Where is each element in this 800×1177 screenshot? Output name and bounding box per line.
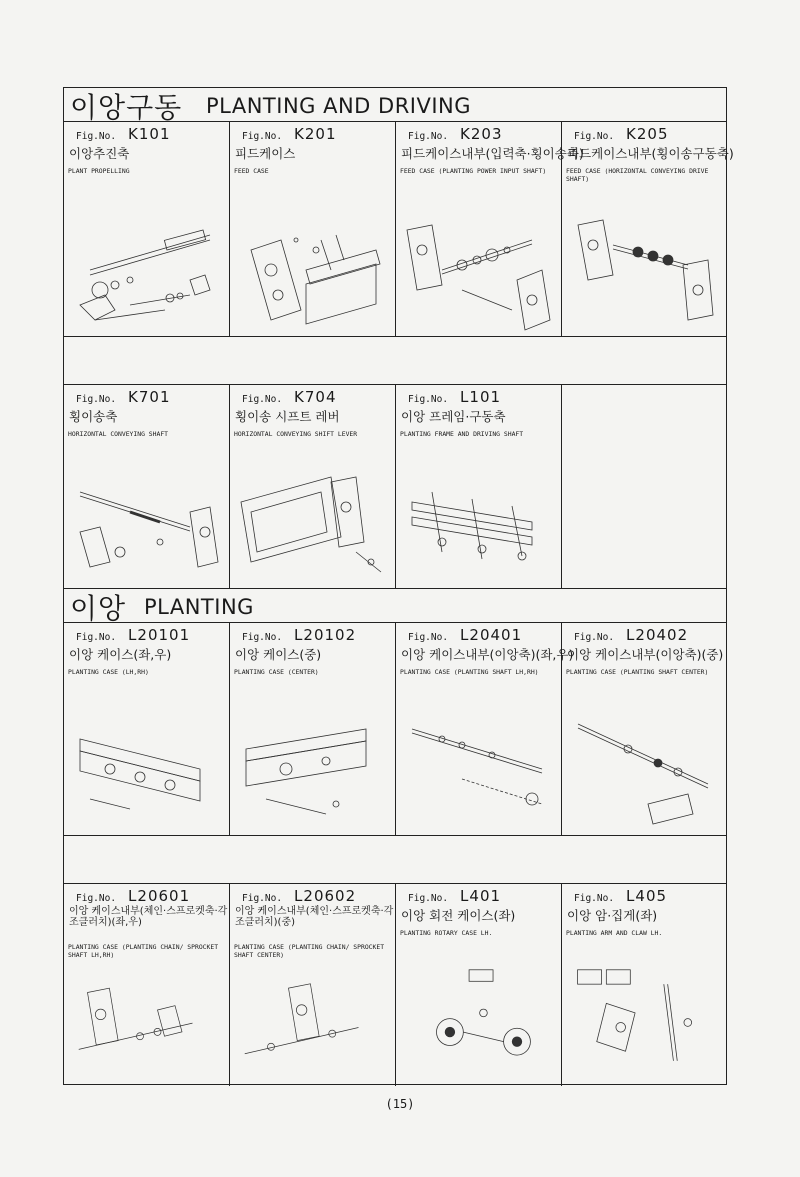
- figure-cell-k205[interactable]: [562, 122, 734, 336]
- figure-title-en: PLANTING CASE (CENTER): [234, 668, 319, 676]
- figure-row-1: [64, 122, 734, 337]
- figure-title-ko: 이앙 암·집게(좌): [567, 908, 658, 923]
- exploded-diagram: [568, 709, 718, 829]
- fig-number: Fig.No. L405: [574, 887, 668, 905]
- figure-cell-l20402[interactable]: [562, 623, 728, 835]
- section-title-en: PLANTING: [144, 595, 254, 619]
- section-title-en: PLANTING AND DRIVING: [206, 94, 472, 118]
- section-title-ko: 이앙: [70, 592, 127, 625]
- exploded-diagram: [70, 709, 220, 829]
- figure-title-ko: 이앙 회전 케이스(좌): [401, 908, 516, 923]
- figure-cell-l401[interactable]: [396, 884, 562, 1086]
- figure-title-ko: 이앙 케이스내부(체인·스프로켓축·각조클러치)(중): [235, 906, 394, 928]
- blank-row: [64, 836, 726, 884]
- figure-title-en: FEED CASE (PLANTING POWER INPUT SHAFT): [400, 167, 547, 175]
- figure-row-2: [64, 385, 726, 589]
- figure-title-en: FEED CASE: [234, 167, 269, 175]
- figure-title-ko: 횡이송 시프트 레버: [235, 409, 340, 424]
- figure-title-ko: 피드케이스: [235, 146, 296, 161]
- fig-number: Fig.No. K701: [76, 388, 171, 406]
- fig-number: Fig.No. L20102: [242, 626, 357, 644]
- figure-title-en: PLANTING CASE (PLANTING CHAIN/ SPROCKET SHAFT CENTER): [234, 943, 385, 959]
- figure-cell-l20401[interactable]: [396, 623, 574, 835]
- figure-title-en: PLANTING FRAME AND DRIVING SHAFT: [400, 430, 524, 438]
- figure-title-ko: 이앙 케이스내부(이앙축)(좌,우): [401, 647, 574, 662]
- figure-title-ko: 이앙추진축: [69, 146, 130, 161]
- exploded-diagram: [236, 975, 367, 1080]
- figure-title-en: PLANTING CASE (PLANTING SHAFT CENTER): [566, 668, 709, 676]
- section-title-planting: [64, 589, 726, 623]
- fig-number: Fig.No. K203: [408, 125, 503, 143]
- figure-cell-k101[interactable]: [64, 122, 230, 336]
- figure-cell-k704[interactable]: [230, 385, 396, 588]
- fig-number: Fig.No. L20601: [76, 887, 191, 905]
- fig-number: Fig.No. K101: [76, 125, 171, 143]
- figure-cell-k201[interactable]: [230, 122, 396, 336]
- figure-title-en: PLANTING CASE (PLANTING CHAIN/ SPROCKET SHAFT LH,RH): [68, 943, 219, 959]
- figure-cell-l20102[interactable]: [230, 623, 396, 835]
- figure-cell-empty: [562, 385, 728, 588]
- exploded-diagram: [70, 975, 201, 1080]
- catalog-page: [63, 87, 734, 1085]
- figure-title-ko: 피드케이스내부(입력축·횡이송축): [401, 146, 584, 161]
- fig-number: Fig.No. L20101: [76, 626, 191, 644]
- figure-title-ko: 이앙 프레임·구동축: [401, 409, 506, 424]
- exploded-diagram: [236, 462, 386, 582]
- figure-cell-l405[interactable]: [562, 884, 728, 1086]
- fig-number: Fig.No. L20401: [408, 626, 523, 644]
- exploded-diagram: [70, 210, 220, 330]
- fig-number: Fig.No. L101: [408, 388, 502, 406]
- exploded-diagram: [568, 965, 712, 1080]
- figure-row-4: [64, 884, 726, 1086]
- exploded-diagram: [236, 210, 386, 330]
- figure-title-en: HORIZONTAL CONVEYING SHIFT LEVER: [234, 430, 358, 438]
- exploded-diagram: [236, 709, 386, 829]
- figure-title-ko: 이앙 케이스내부(체인·스프로켓축·각조클러치)(좌,우): [69, 906, 228, 928]
- blank-row: [64, 337, 726, 385]
- figure-title-ko: 피드케이스내부(횡이송구동축): [567, 146, 734, 161]
- figure-title-ko: 이앙 케이스내부(이앙축)(중): [567, 647, 724, 662]
- figure-title-en: PLANTING CASE (PLANTING SHAFT LH,RH): [400, 668, 539, 676]
- fig-number: Fig.No. K205: [574, 125, 669, 143]
- exploded-diagram: [402, 709, 552, 829]
- figure-cell-k203[interactable]: [396, 122, 584, 336]
- exploded-diagram: [402, 965, 546, 1080]
- figure-title-en: FEED CASE (HORIZONTAL CONVEYING DRIVE SHAFT): [566, 167, 709, 183]
- fig-number: Fig.No. L401: [408, 887, 502, 905]
- section-title-planting-driving: [64, 88, 726, 122]
- figure-title-en: PLANTING ARM AND CLAW LH.: [566, 929, 663, 937]
- figure-title-en: PLANTING CASE (LH,RH): [68, 668, 149, 676]
- fig-number: Fig.No. L20602: [242, 887, 357, 905]
- figure-title-en: PLANTING ROTARY CASE LH.: [400, 929, 493, 937]
- figure-row-3: [64, 623, 726, 836]
- section-title-ko: 이앙구동: [70, 91, 183, 124]
- exploded-diagram: [568, 210, 718, 330]
- exploded-diagram: [70, 462, 220, 582]
- figure-title-ko: 횡이송축: [69, 409, 118, 424]
- fig-number: Fig.No. K201: [242, 125, 337, 143]
- exploded-diagram: [402, 462, 552, 582]
- figure-cell-l20101[interactable]: [64, 623, 230, 835]
- figure-title-ko: 이앙 케이스(좌,우): [69, 647, 172, 662]
- figure-cell-k701[interactable]: [64, 385, 230, 588]
- fig-number: Fig.No. K704: [242, 388, 337, 406]
- figure-title-en: HORIZONTAL CONVEYING SHAFT: [68, 430, 169, 438]
- fig-number: Fig.No. L20402: [574, 626, 689, 644]
- page-number: (15): [385, 1097, 415, 1111]
- figure-title-en: PLANT PROPELLING: [68, 167, 130, 175]
- figure-title-ko: 이앙 케이스(중): [235, 647, 322, 662]
- figure-cell-l101[interactable]: [396, 385, 562, 588]
- figure-cell-l20602[interactable]: [230, 884, 396, 1086]
- exploded-diagram: [402, 210, 552, 330]
- figure-cell-l20601[interactable]: [64, 884, 230, 1086]
